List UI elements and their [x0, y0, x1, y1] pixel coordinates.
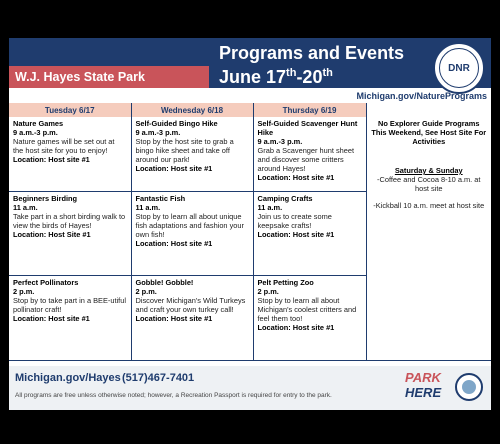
weekend-item: -Coffee and Cocoa 8-10 a.m. at host site [377, 175, 481, 193]
event-name: Self-Guided Bingo Hike [135, 119, 218, 128]
event-time: 11 a.m. [257, 203, 283, 212]
event-entry [136, 278, 249, 323]
schedule-cell [9, 117, 131, 192]
event-description: Discover Michigan's Wild Turkeys and craft your own turkey call! [135, 296, 246, 314]
event-entry [136, 119, 249, 173]
event-name: Nature Games [13, 119, 64, 128]
schedule-cell [131, 117, 253, 192]
dnr-seal-icon [433, 42, 485, 94]
event-name: Fantastic Fish [135, 194, 186, 203]
day-header-thursday: Thursday 6/19 [253, 103, 366, 117]
event-time: 9 a.m.-3 p.m. [257, 137, 303, 146]
event-description: Take part in a short birding walk to view the birds of Hayes! [13, 212, 126, 230]
event-location: Location: Host site #1 [257, 230, 335, 239]
schedule-cell [131, 192, 253, 276]
logo-word-park: PARK [405, 370, 441, 385]
badge-icon [455, 373, 483, 401]
event-name: Perfect Pollinators [13, 278, 79, 287]
event-location: Location: Host site #1 [257, 323, 335, 332]
logo-word-here: HERE [405, 385, 442, 400]
park-here-logo [405, 370, 449, 406]
event-location: Location: Host site #1 [13, 314, 90, 323]
event-time: 2 p.m. [257, 287, 279, 296]
nature-programs-link[interactable]: Michigan.gov/NaturePrograms [356, 91, 487, 101]
event-time: 11 a.m. [135, 203, 161, 212]
event-location: Location: Host site #1 [13, 155, 90, 164]
event-description: Stop by to take part in a BEE-utiful pollinator craft! [13, 296, 126, 314]
event-entry [258, 119, 362, 182]
flyer [9, 38, 491, 410]
schedule-cell [9, 276, 131, 361]
event-time: 2 p.m. [13, 287, 35, 296]
day-header-wednesday: Wednesday 6/18 [131, 103, 253, 117]
schedule-cell [9, 192, 131, 276]
event-description: Nature games will be set out at the host site for you to enjoy! [13, 137, 115, 155]
event-name: Beginners Birding [13, 194, 78, 203]
event-location: Location: Host site #1 [135, 164, 213, 173]
weekend-item: -Kickball 10 a.m. meet at host site [373, 201, 485, 210]
event-time: 2 p.m. [135, 287, 157, 296]
event-location: Location: Host Site #1 [13, 230, 91, 239]
event-name: Camping Crafts [257, 194, 313, 203]
event-location: Location: Host site #1 [135, 314, 213, 323]
weekend-subheading: Saturday & Sunday [394, 166, 463, 175]
seal-text: DNR [439, 48, 479, 88]
event-description: Stop by to learn all about unique fish adaptations and fashion your own fish! [135, 212, 244, 239]
park-website-link[interactable]: Michigan.gov/Hayes [15, 372, 121, 384]
page-title-line2: June 17th-20th [219, 67, 333, 87]
event-description: Stop by to learn all about Michigan's coolest critters and feel them too! [257, 296, 357, 323]
day-header-tuesday: Tuesday 6/17 [9, 103, 131, 117]
day-header-blank [366, 103, 491, 117]
event-description: Stop by the host site to grab a bingo hike sheet and take off around our park! [135, 137, 234, 164]
schedule-cell [131, 276, 253, 361]
event-entry [13, 194, 127, 239]
event-entry [13, 119, 127, 164]
event-description: Grab a Scavenger hunt sheet and discover some critters around Hayes! [257, 146, 355, 173]
event-location: Location: Host site #1 [135, 239, 213, 248]
event-name: Gobble! Gobble! [135, 278, 194, 287]
event-time: 9 a.m.-3 p.m. [135, 128, 181, 137]
weekend-cell [366, 117, 491, 361]
event-entry [136, 194, 249, 248]
event-name: Pelt Petting Zoo [257, 278, 314, 287]
page-title-line1: Programs and Events [219, 43, 405, 63]
event-entry [258, 278, 362, 332]
schedule-cell [253, 192, 366, 276]
event-entry [258, 194, 362, 239]
event-time: 11 a.m. [13, 203, 38, 212]
park-phone[interactable]: (517)467-7401 [122, 372, 195, 384]
event-description: Join us to create some keepsake crafts! [257, 212, 332, 230]
event-location: Location: Host site #1 [257, 173, 335, 182]
event-name: Self-Guided Scavenger Hunt Hike [257, 119, 358, 137]
event-entry [13, 278, 127, 323]
badge-inner-icon [462, 380, 476, 394]
footer-note: All programs are free unless otherwise noted; however, a Recreation Passport is required for entry to the park. [15, 392, 332, 399]
park-name: W.J. Hayes State Park [9, 66, 209, 88]
footer [9, 366, 491, 410]
weekend-heading: No Explorer Guide Programs This Weekend, See Host Site For Activities [371, 119, 487, 146]
schedule-table [9, 103, 491, 361]
schedule-cell [253, 276, 366, 361]
schedule-cell [253, 117, 366, 192]
event-time: 9 a.m.-3 p.m. [13, 128, 58, 137]
